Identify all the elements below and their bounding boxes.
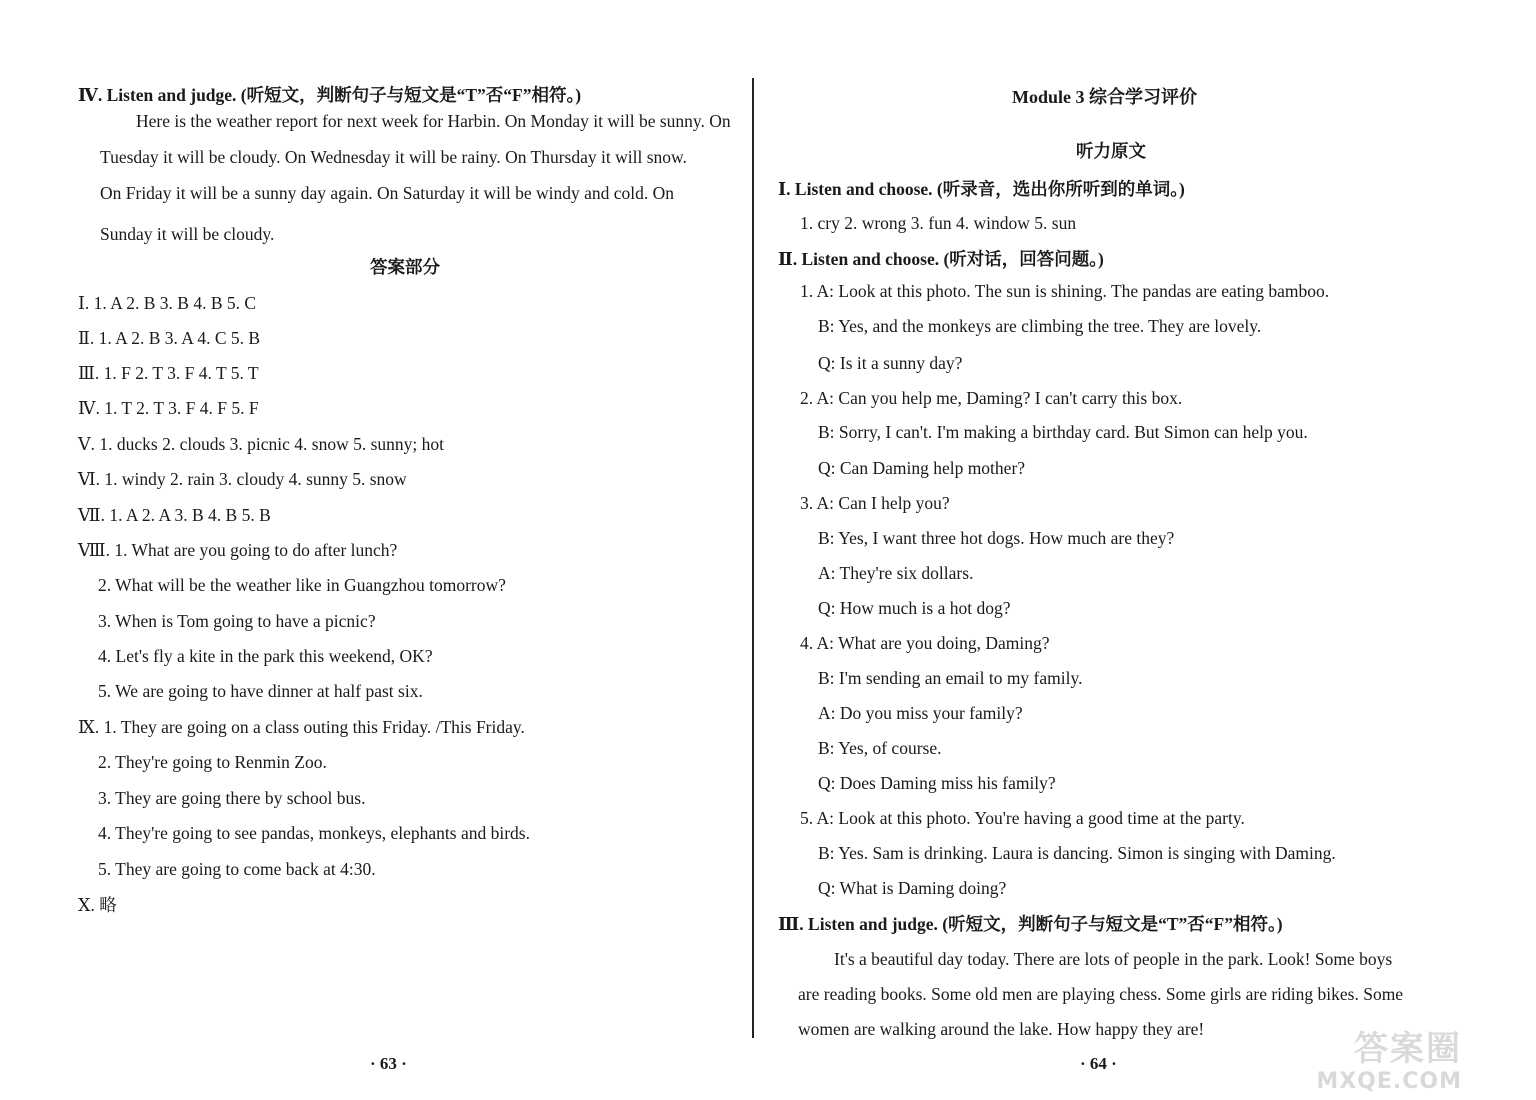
answer-row: Ⅴ. 1. ducks 2. clouds 3. picnic 4. snow 5. sunny; hot [78,434,445,454]
iii-text-line: women are walking around the lake. How happy they are! [798,1019,1205,1039]
ix-line: Ⅸ. 1. They are going on a class outing this Friday. /This Friday. [78,717,525,737]
viii-line: 4. Let's fly a kite in the park this weekend, OK? [98,646,433,666]
answer-row: Ⅶ. 1. A 2. A 3. B 4. B 5. B [78,505,271,525]
answer-row: Ⅳ. 1. T 2. T 3. F 4. F 5. F [78,398,259,418]
iv-text-line: Sunday it will be cloudy. [100,224,275,244]
answer-row: Ⅱ. 1. A 2. B 3. A 4. C 5. B [78,328,261,348]
dialogue-line: 4. A: What are you doing, Daming? [800,633,1050,653]
iii-text-line: It's a beautiful day today. There are lots of people in the park. Look! Some boys [834,949,1393,969]
iii-text-line: are reading books. Some old men are playing chess. Some girls are riding bikes. Some [798,984,1404,1004]
section-i-heading: Ⅰ. Listen and choose. (听录音，选出你所听到的单词。) [778,179,1185,199]
dialogue-line: 5. A: Look at this photo. You're having a good time at the party. [800,808,1245,828]
iv-text-line: Here is the weather report for next week for Harbin. On Monday it will be sunny. On [136,111,731,131]
page-number: · 64 · [1080,1054,1117,1073]
section-iii-heading: Ⅲ. Listen and judge. (听短文，判断句子与短文是“T”否“F”相符。) [778,914,1283,934]
section-iv-heading: Ⅳ. Listen and judge. (听短文，判断句子与短文是“T”否“F”相符。) [78,85,582,105]
dialogue-line: Q: What is Daming doing? [818,878,1007,898]
dialogue-line: B: Sorry, I can't. I'm making a birthday card. But Simon can help you. [818,422,1308,442]
dialogue-line: A: Do you miss your family? [818,703,1023,723]
answer-row: Ⅵ. 1. windy 2. rain 3. cloudy 4. sunny 5. snow [78,469,407,489]
dialogue-line: 2. A: Can you help me, Daming? I can't carry this box. [800,388,1183,408]
x-line: Ⅹ. 略 [78,895,117,915]
dialogue-line: Q: How much is a hot dog? [818,598,1011,618]
ix-line: 3. They are going there by school bus. [98,788,366,808]
dialogue-line: Q: Does Daming miss his family? [818,773,1056,793]
page-divider [752,78,754,1038]
dialogue-line: B: I'm sending an email to my family. [818,668,1083,688]
dialogue-line: B: Yes. Sam is drinking. Laura is dancing. Simon is singing with Daming. [818,843,1336,863]
dialogue-line: 3. A: Can I help you? [800,493,950,513]
dialogue-line: 1. A: Look at this photo. The sun is shining. The pandas are eating bamboo. [800,281,1330,301]
dialogue-line: B: Yes, and the monkeys are climbing the tree. They are lovely. [818,316,1262,336]
watermark [1262,1024,1462,1094]
answer-row: Ⅰ. 1. A 2. B 3. B 4. B 5. C [78,293,257,313]
dialogue-line: Q: Is it a sunny day? [818,353,963,373]
page-number: · 63 · [370,1054,407,1073]
section-title: 听力原文 [1076,141,1146,161]
dialogue-line: A: They're six dollars. [818,563,974,583]
ix-line: 4. They're going to see pandas, monkeys, elephants and birds. [98,823,530,843]
module-title: Module 3 综合学习评价 [1012,87,1198,107]
dialogue-line: B: Yes, of course. [818,738,942,758]
viii-line: Ⅷ. 1. What are you going to do after lunch? [78,540,398,560]
viii-line: 5. We are going to have dinner at half past six. [98,681,423,701]
ix-line: 2. They're going to Renmin Zoo. [98,752,327,772]
watermark-logo-text: 答案圈 [1354,1029,1462,1069]
left-page [0,0,760,1100]
watermark-url: MXQE.COM [1316,1069,1462,1094]
dialogue-line: Q: Can Daming help mother? [818,458,1026,478]
answer-row: Ⅲ. 1. F 2. T 3. F 4. T 5. T [78,363,259,383]
iv-text-line: On Friday it will be a sunny day again. On Saturday it will be windy and cold. On [100,183,675,203]
ix-line: 5. They are going to come back at 4:30. [98,859,376,879]
dialogue-line: B: Yes, I want three hot dogs. How much are they? [818,528,1175,548]
viii-line: 3. When is Tom going to have a picnic? [98,611,376,631]
viii-line: 2. What will be the weather like in Guangzhou tomorrow? [98,575,506,595]
section-i-items: 1. cry 2. wrong 3. fun 4. window 5. sun [800,213,1077,233]
section-ii-heading: Ⅱ. Listen and choose. (听对话，回答问题。) [778,249,1104,269]
right-page [760,0,1536,1100]
answers-title: 答案部分 [370,257,440,277]
iv-text-line: Tuesday it will be cloudy. On Wednesday it will be rainy. On Thursday it will snow. [100,147,687,167]
